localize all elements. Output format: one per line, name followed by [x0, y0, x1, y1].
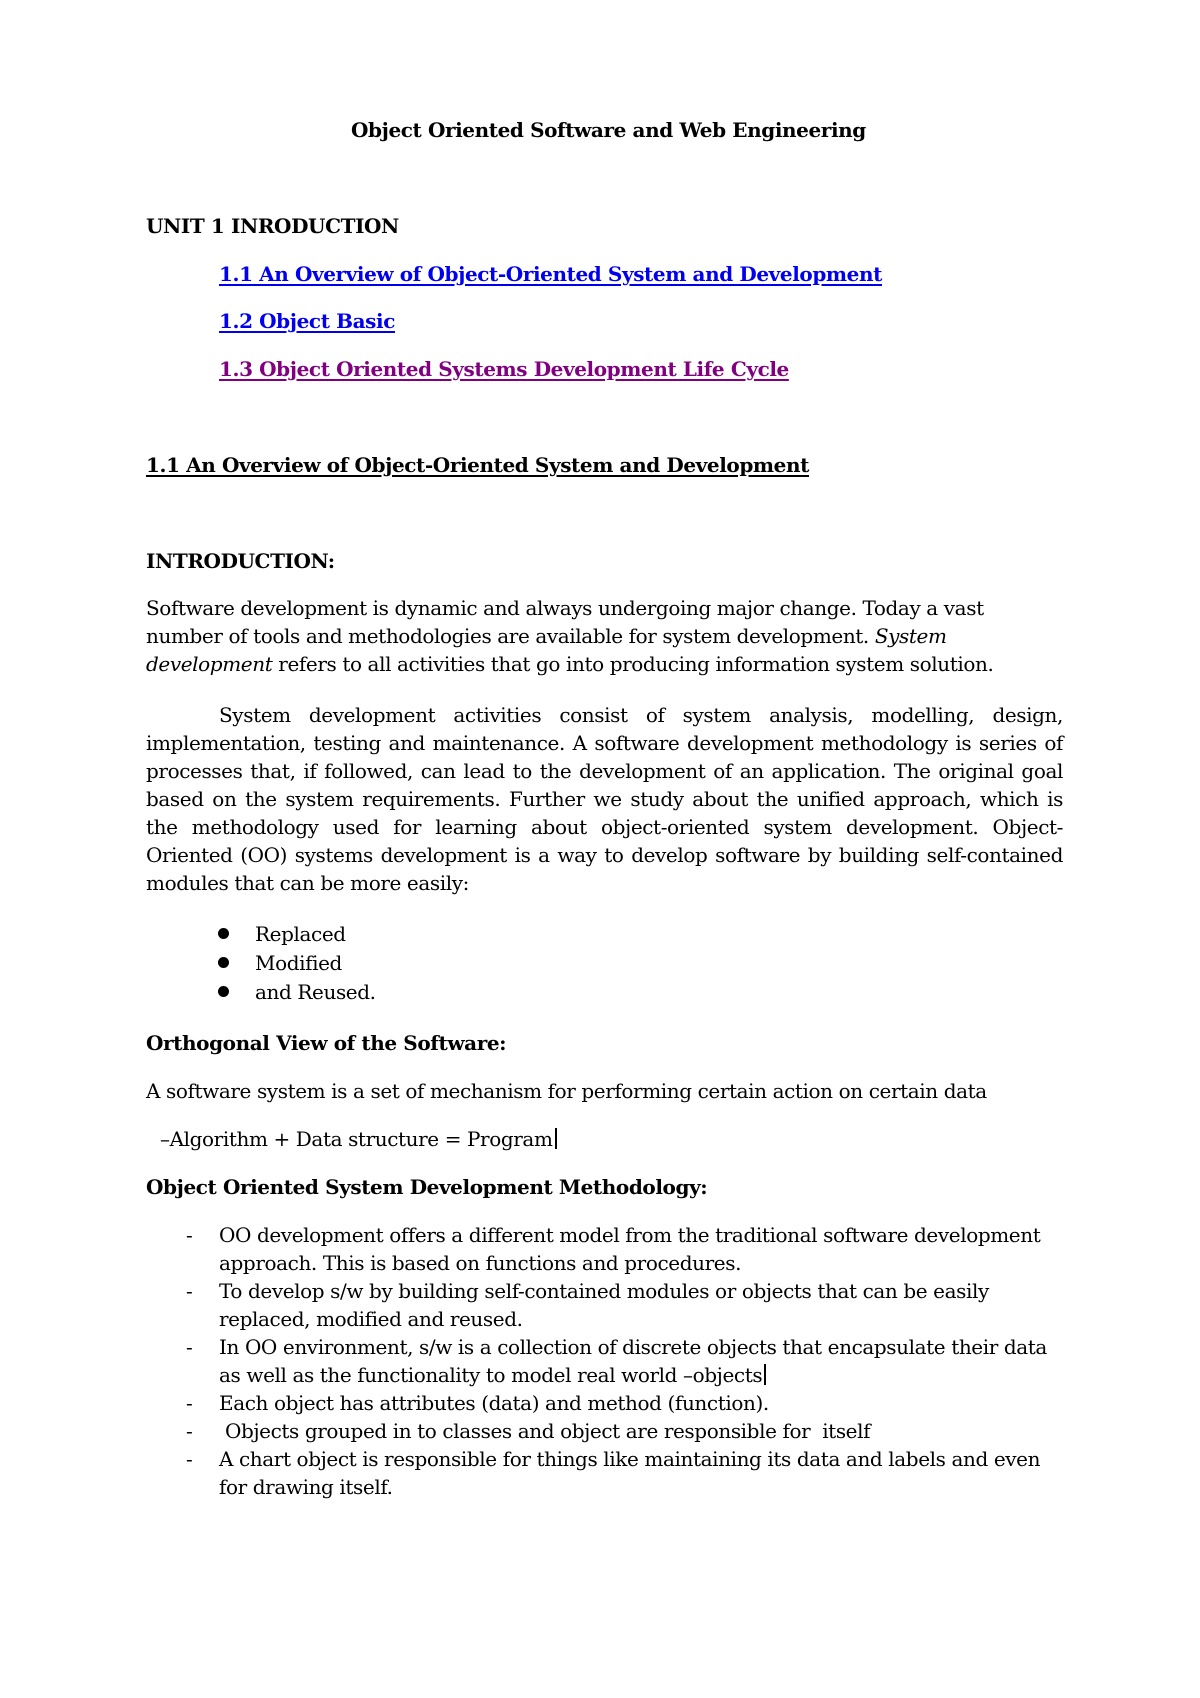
formula-text: –Algorithm + Data structure = Program: [160, 1127, 553, 1151]
bullet-text: Replaced: [255, 922, 346, 946]
dash-icon: -: [186, 1223, 193, 1247]
bullet-text: and Reused.: [255, 980, 376, 1004]
unit-heading: UNIT 1 INRODUCTION: [146, 214, 399, 238]
activities-paragraph: System development activities consist of system analysis, modelling, design, implementation, testing and maintenance. A software development methodology is series of processes that, if followed, can lead to the development of an application. The original goal based on the system requirements. Further we study about the unified approach, which is the methodology used for learning about object-oriented system development. Object-Oriented (OO) systems development is a way to develop software by building self-contained modules that can be more easily:: [146, 703, 1063, 895]
bullet-icon: [218, 957, 229, 968]
toc-link-overview[interactable]: 1.1 An Overview of Object-Oriented System and Development: [219, 262, 882, 286]
dash-icon: -: [186, 1447, 193, 1471]
dash-item-text: Objects grouped in to classes and object are responsible for itself: [219, 1419, 871, 1443]
dash-icon: -: [186, 1279, 193, 1303]
methodology-heading: Object Oriented System Development Methodology:: [146, 1175, 708, 1199]
text-cursor-icon: [555, 1128, 557, 1149]
bullet-icon: [218, 928, 229, 939]
introduction-heading: INTRODUCTION:: [146, 549, 335, 573]
intro-text-end: refers to all activities that go into producing information system solution.: [272, 652, 994, 676]
orthogonal-heading: Orthogonal View of the Software:: [146, 1031, 507, 1055]
dash-item-text: [219, 1333, 1064, 1389]
section-heading: 1.1 An Overview of Object-Oriented System and Development: [146, 453, 809, 477]
toc-link-object-basic[interactable]: 1.2 Object Basic: [219, 309, 396, 333]
intro-italic-term: System development: [146, 624, 947, 676]
dash-item-text: Each object has attributes (data) and method (function).: [219, 1391, 769, 1415]
dash-icon: -: [186, 1391, 193, 1415]
bullet-text: Modified: [255, 951, 342, 975]
dash-item-content: In OO environment, s/w is a collection of discrete objects that encapsulate their data as well as the functionality to model real world –objects: [219, 1335, 1047, 1387]
intro-text-start: Software development is dynamic and always undergoing major change. Today a vast number of tools and methodologies are available for system development.: [146, 596, 984, 648]
dash-item-text: OO development offers a different model from the traditional software development approach. This is based on functions and procedures.: [219, 1223, 1041, 1275]
bullet-icon: [218, 986, 229, 997]
introduction-paragraph: [146, 594, 1066, 678]
dash-item-text: A chart object is responsible for things like maintaining its data and labels and even for drawing itself.: [219, 1447, 1041, 1499]
text-cursor-icon: [764, 1364, 766, 1385]
document-title: Object Oriented Software and Web Engineering: [351, 118, 866, 142]
toc-link-life-cycle[interactable]: 1.3 Object Oriented Systems Development Life Cycle: [219, 357, 789, 381]
dash-item-text: To develop s/w by building self-contained modules or objects that can be easily replaced, modified and reused.: [219, 1279, 989, 1331]
dash-icon: -: [186, 1335, 193, 1359]
dash-icon: -: [186, 1419, 193, 1443]
formula-line: [160, 1125, 557, 1153]
orthogonal-text: A software system is a set of mechanism for performing certain action on certain data: [146, 1079, 987, 1103]
